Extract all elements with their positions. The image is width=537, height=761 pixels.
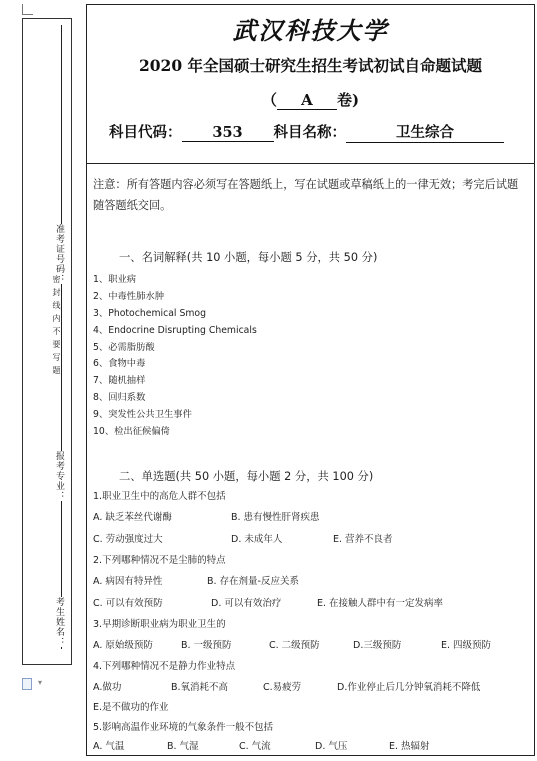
option: D.作业停止后几分钟氧消耗不降低 [337, 682, 481, 693]
option: B. 气湿 [167, 741, 199, 752]
option: C.易疲劳 [263, 682, 302, 693]
header-divider [87, 163, 534, 164]
question-stem: 2.下列哪种情况不是尘肺的特点 [93, 555, 226, 566]
exam-frame [86, 4, 535, 756]
option-row [93, 530, 528, 550]
binding-strip [22, 18, 72, 665]
document-icon[interactable] [22, 678, 32, 690]
exam-no-label: 准考证号码： [54, 224, 64, 284]
term-item: 2、中毒性肺水肿 [93, 290, 164, 302]
name-label: 考生姓名： [54, 597, 64, 647]
seal-note: 密封线内不要写题 [52, 275, 61, 379]
question-stem: 3.早期诊断职业病为职业卫生的 [93, 619, 226, 630]
option: A. 病因有特异性 [93, 576, 163, 587]
term-item: 6、食物中毒 [93, 358, 146, 370]
section-2-title: 二、单选题(共 50 小题，每小题 2 分，共 100 分) [119, 470, 374, 483]
option: A. 原始级预防 [93, 640, 153, 651]
paper-open: （ [261, 91, 277, 109]
option-row [93, 636, 528, 656]
question-stem: 5.影响高温作业环境的气象条件一般不包括 [93, 722, 274, 733]
option: C. 劳动强度过大 [93, 534, 163, 545]
option: B. 患有慢性肝肾疾患 [231, 512, 320, 523]
section-1-title: 一、名词解释(共 10 小题，每小题 5 分，共 50 分) [119, 251, 378, 264]
option-row [93, 737, 528, 757]
option: D. 可以有效治疗 [211, 598, 282, 609]
option: E. 营养不良者 [333, 534, 393, 545]
option: B. 存在剂量-反应关系 [207, 576, 299, 587]
subject-name: 卫生综合 [346, 121, 504, 143]
option-row [93, 572, 528, 592]
question-stem: 1.职业卫生中的高危人群不包括 [93, 491, 226, 502]
term-item: 9、突发性公共卫生事件 [93, 409, 192, 421]
paper-close: 卷) [336, 91, 360, 109]
exam-notice: 注意：所有答题内容必须写在答题纸上，写在试题或草稿纸上的一律无效；考完后试题随答题纸交回。 [93, 178, 519, 212]
option: A.做功 [93, 682, 122, 693]
option: E.是不做功的作业 [93, 702, 169, 713]
subject-code-label: 科目代码： [109, 124, 182, 141]
term-item: 4、Endocrine Disrupting Chemicals [93, 324, 257, 336]
option: B.氧消耗不高 [171, 682, 229, 693]
paper-version: A [277, 91, 337, 110]
paper-version-line [87, 89, 534, 110]
option: C. 可以有效预防 [93, 598, 163, 609]
option: A. 缺乏苯丝代谢酶 [93, 512, 172, 523]
term-item: 5、必需脂肪酸 [93, 341, 155, 353]
term-list [93, 272, 257, 441]
option-row [93, 698, 528, 718]
subject-line [109, 121, 534, 143]
option: C. 二级预防 [269, 640, 320, 651]
option: B. 一级预防 [181, 640, 232, 651]
major-label: 报考专业： [54, 451, 64, 501]
corner-crop-mark [22, 4, 33, 15]
option: D. 未成年人 [231, 534, 283, 545]
option: E. 热辐射 [389, 741, 430, 752]
option: C. 气流 [239, 741, 271, 752]
term-item: 8、回归系数 [93, 392, 146, 404]
subject-name-label: 科目名称： [273, 124, 346, 141]
option: A. 气温 [93, 741, 125, 752]
school-name: 武汉科技大学 [232, 16, 389, 45]
term-item: 7、随机抽样 [93, 375, 146, 387]
term-item: 10、检出征候偏倚 [93, 426, 170, 438]
exam-title: 2020 年全国硕士研究生招生考试初试自命题试题 [138, 56, 483, 75]
chevron-down-icon[interactable]: ▾ [38, 678, 43, 687]
subject-code: 353 [182, 124, 274, 142]
option: D. 气压 [315, 741, 348, 752]
option-row [93, 678, 528, 698]
term-item: 3、Photochemical Smog [93, 307, 206, 319]
option: E. 四级预防 [441, 640, 492, 651]
question-stem: 4.下列哪种情况不是静力作业特点 [93, 661, 236, 672]
option: D.三级预防 [353, 640, 402, 651]
option-row [93, 508, 528, 528]
term-item: 1、职业病 [93, 274, 137, 285]
option: E. 在接触人群中有一定发病率 [317, 598, 444, 609]
option-row [93, 594, 528, 614]
